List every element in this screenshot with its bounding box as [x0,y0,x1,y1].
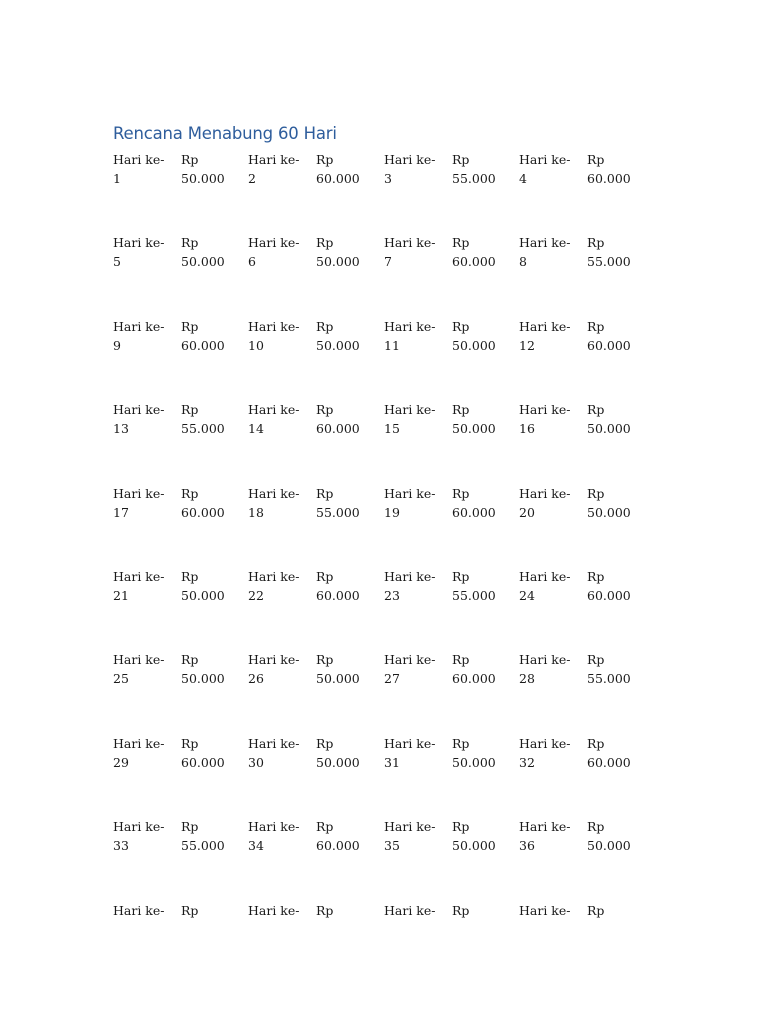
amount-value: 55.000 [452,587,496,603]
document-title: Rencana Menabung 60 Hari [113,124,337,143]
day-number: 2 [248,171,256,186]
table-row [113,400,673,483]
currency-label: Rp [316,318,334,334]
currency-label: Rp [181,402,199,418]
day-cell [113,150,165,188]
day-number: 36 [519,838,535,854]
day-number: 4 [519,171,527,186]
amount-cell [452,317,496,355]
amount-cell [181,901,198,920]
amount-value: 50.000 [316,337,360,353]
day-number: 5 [113,254,121,270]
amount-value: 60.000 [587,587,631,603]
day-prefix: Hari ke- [248,568,300,584]
amount-value: 50.000 [181,671,225,687]
currency-label: Rp [452,318,470,334]
day-cell [384,650,436,688]
day-cell [248,400,300,438]
day-prefix: Hari ke- [384,735,436,751]
day-number: 17 [113,504,129,520]
amount-value: 50.000 [181,171,225,186]
day-cell [384,233,436,271]
currency-label: Rp [587,652,605,668]
table-row [113,734,673,817]
currency-label: Rp [181,652,199,668]
day-prefix: Hari ke- [248,902,300,918]
currency-label: Rp [181,152,199,167]
currency-label: Rp [452,152,470,167]
day-prefix: Hari ke- [113,235,165,251]
amount-cell [587,901,604,920]
amount-cell [181,817,225,855]
day-prefix: Hari ke- [384,485,436,501]
amount-value: 50.000 [316,671,360,687]
amount-cell [587,317,631,355]
day-prefix: Hari ke- [384,568,436,584]
day-number: 27 [384,671,400,687]
currency-label: Rp [587,735,605,751]
currency-label: Rp [587,819,605,835]
amount-cell [181,567,225,605]
currency-label: Rp [587,318,605,334]
amount-value: 50.000 [452,838,496,854]
amount-cell [181,233,225,271]
amount-cell [181,734,225,772]
day-cell [113,400,165,438]
amount-value: 50.000 [587,421,631,437]
currency-label: Rp [587,485,605,501]
day-prefix: Hari ke- [113,318,165,334]
currency-label: Rp [181,819,199,835]
amount-cell [181,317,225,355]
day-prefix: Hari ke- [519,568,571,584]
day-number: 10 [248,337,264,353]
currency-label: Rp [316,902,334,918]
day-cell [113,317,165,355]
currency-label: Rp [587,568,605,584]
amount-cell [452,650,496,688]
day-prefix: Hari ke- [248,485,300,501]
day-cell [519,400,571,438]
amount-value: 50.000 [452,421,496,437]
amount-cell [452,400,496,438]
day-cell [384,817,436,855]
amount-cell [587,734,631,772]
day-number: 18 [248,504,264,520]
day-cell [384,901,436,920]
amount-value: 60.000 [452,504,496,520]
currency-label: Rp [316,402,334,418]
day-cell [113,484,165,522]
currency-label: Rp [181,485,199,501]
amount-cell [587,400,631,438]
amount-cell [587,817,631,855]
day-cell [248,484,300,522]
day-cell [384,567,436,605]
day-prefix: Hari ke- [519,402,571,418]
amount-value: 50.000 [587,504,631,520]
amount-value: 60.000 [181,504,225,520]
table-row [113,650,673,733]
day-cell [519,150,571,188]
day-prefix: Hari ke- [248,735,300,751]
day-cell [248,317,300,355]
currency-label: Rp [587,152,605,167]
amount-cell [316,817,360,855]
currency-label: Rp [181,735,199,751]
currency-label: Rp [452,235,470,251]
amount-cell [452,901,469,920]
amount-value: 60.000 [452,254,496,270]
day-cell [519,317,571,355]
day-prefix: Hari ke- [519,819,571,835]
day-number: 21 [113,587,129,603]
day-prefix: Hari ke- [384,152,436,167]
currency-label: Rp [452,819,470,835]
currency-label: Rp [316,485,334,501]
currency-label: Rp [316,652,334,668]
amount-cell [316,484,360,522]
day-prefix: Hari ke- [384,235,436,251]
day-number: 33 [113,838,129,854]
day-cell [113,817,165,855]
day-cell [113,901,165,920]
amount-value: 60.000 [316,421,360,437]
amount-cell [316,734,360,772]
day-cell [113,650,165,688]
day-cell [113,567,165,605]
amount-value: 60.000 [452,671,496,687]
day-prefix: Hari ke- [519,902,571,918]
amount-value: 55.000 [316,504,360,520]
amount-cell [452,484,496,522]
day-prefix: Hari ke- [519,318,571,334]
day-cell [248,233,300,271]
currency-label: Rp [587,402,605,418]
day-number: 7 [384,254,392,270]
day-cell [384,150,436,188]
day-cell [384,734,436,772]
amount-cell [316,901,333,920]
amount-value: 50.000 [452,337,496,353]
day-prefix: Hari ke- [384,402,436,418]
currency-label: Rp [587,902,605,918]
currency-label: Rp [316,235,334,251]
currency-label: Rp [452,402,470,418]
day-cell [519,901,571,920]
currency-label: Rp [316,819,334,835]
amount-cell [587,484,631,522]
currency-label: Rp [452,652,470,668]
day-cell [519,734,571,772]
amount-value: 50.000 [181,587,225,603]
amount-cell [587,233,631,271]
amount-cell [181,650,225,688]
amount-value: 55.000 [587,671,631,687]
day-number: 3 [384,171,392,186]
day-prefix: Hari ke- [113,152,165,167]
amount-cell [587,150,631,188]
amount-value: 50.000 [587,838,631,854]
day-prefix: Hari ke- [113,735,165,751]
currency-label: Rp [316,735,334,751]
day-cell [248,650,300,688]
table-row [113,567,673,650]
currency-label: Rp [452,485,470,501]
amount-value: 50.000 [181,254,225,270]
day-prefix: Hari ke- [384,652,436,668]
day-cell [113,233,165,271]
day-number: 20 [519,504,535,520]
currency-label: Rp [316,152,334,167]
day-number: 15 [384,421,400,437]
day-cell [519,650,571,688]
table-row [113,817,673,900]
day-prefix: Hari ke- [384,902,436,918]
day-number: 23 [384,587,400,603]
day-number: 34 [248,838,264,854]
day-prefix: Hari ke- [113,902,165,918]
amount-cell [452,734,496,772]
amount-cell [316,650,360,688]
amount-value: 55.000 [587,254,631,270]
day-prefix: Hari ke- [113,485,165,501]
amount-value: 60.000 [181,337,225,353]
day-prefix: Hari ke- [519,235,571,251]
amount-cell [316,400,360,438]
amount-cell [587,567,631,605]
day-cell [248,734,300,772]
day-number: 19 [384,504,400,520]
day-cell [384,317,436,355]
amount-cell [316,150,360,188]
amount-cell [316,317,360,355]
amount-cell [181,400,225,438]
day-prefix: Hari ke- [519,152,571,167]
day-prefix: Hari ke- [248,402,300,418]
day-number: 9 [113,337,121,353]
amount-cell [316,567,360,605]
day-prefix: Hari ke- [519,735,571,751]
day-number: 11 [384,337,400,353]
day-cell [248,150,300,188]
day-number: 31 [384,754,400,770]
day-cell [519,817,571,855]
day-cell [519,233,571,271]
amount-cell [452,817,496,855]
day-cell [113,734,165,772]
day-cell [248,901,300,920]
amount-value: 60.000 [181,754,225,770]
day-cell [519,484,571,522]
day-prefix: Hari ke- [384,819,436,835]
amount-value: 55.000 [181,421,225,437]
amount-value: 60.000 [316,838,360,854]
day-number: 14 [248,421,264,437]
amount-cell [587,650,631,688]
currency-label: Rp [452,902,470,918]
day-cell [384,484,436,522]
amount-value: 60.000 [316,587,360,603]
amount-value: 55.000 [452,171,496,186]
amount-cell [181,150,225,188]
day-cell [384,400,436,438]
day-prefix: Hari ke- [248,235,300,251]
amount-value: 55.000 [181,838,225,854]
day-number: 26 [248,671,264,687]
day-number: 13 [113,421,129,437]
day-number: 1 [113,171,121,186]
day-prefix: Hari ke- [384,318,436,334]
day-cell [519,567,571,605]
day-number: 22 [248,587,264,603]
currency-label: Rp [316,568,334,584]
amount-cell [316,233,360,271]
currency-label: Rp [181,318,199,334]
day-number: 24 [519,587,535,603]
amount-value: 60.000 [316,171,360,186]
amount-value: 50.000 [452,754,496,770]
amount-value: 50.000 [316,754,360,770]
amount-value: 60.000 [587,171,631,186]
day-prefix: Hari ke- [248,152,300,167]
amount-value: 60.000 [587,337,631,353]
currency-label: Rp [452,735,470,751]
day-cell [248,567,300,605]
day-prefix: Hari ke- [113,402,165,418]
day-number: 32 [519,754,535,770]
amount-value: 50.000 [316,254,360,270]
day-prefix: Hari ke- [113,568,165,584]
day-prefix: Hari ke- [113,652,165,668]
savings-table [113,150,673,984]
table-row [113,484,673,567]
amount-cell [452,150,496,188]
day-number: 28 [519,671,535,687]
day-number: 12 [519,337,535,353]
day-number: 6 [248,254,256,270]
day-prefix: Hari ke- [248,652,300,668]
table-row [113,233,673,316]
amount-cell [452,567,496,605]
day-number: 35 [384,838,400,854]
day-prefix: Hari ke- [248,819,300,835]
table-row [113,901,673,984]
day-number: 16 [519,421,535,437]
day-prefix: Hari ke- [519,652,571,668]
day-prefix: Hari ke- [519,485,571,501]
amount-cell [181,484,225,522]
currency-label: Rp [181,902,199,918]
day-prefix: Hari ke- [113,819,165,835]
day-number: 29 [113,754,129,770]
day-prefix: Hari ke- [248,318,300,334]
currency-label: Rp [587,235,605,251]
currency-label: Rp [181,235,199,251]
table-row [113,150,673,233]
day-cell [248,817,300,855]
day-number: 8 [519,254,527,270]
day-number: 25 [113,671,129,687]
currency-label: Rp [452,568,470,584]
amount-value: 60.000 [587,754,631,770]
table-row [113,317,673,400]
currency-label: Rp [181,568,199,584]
amount-cell [452,233,496,271]
day-number: 30 [248,754,264,770]
